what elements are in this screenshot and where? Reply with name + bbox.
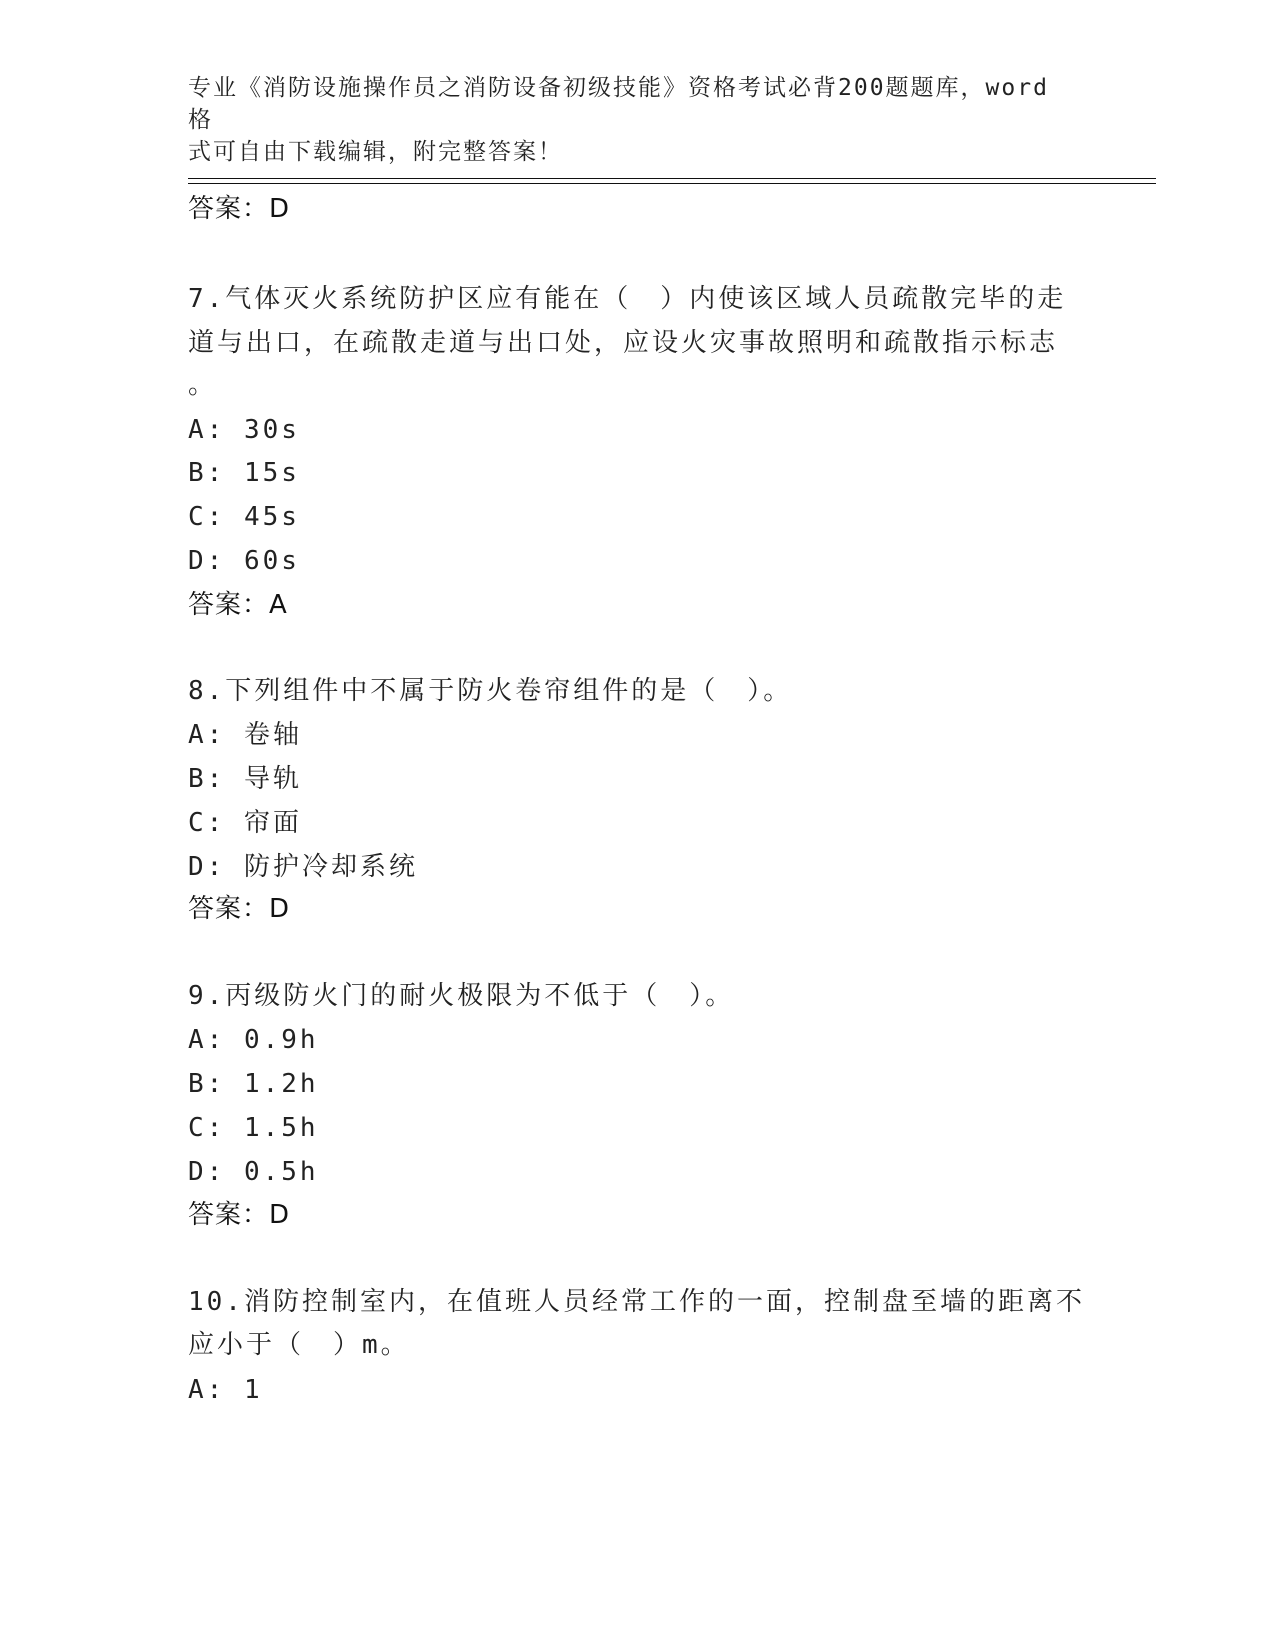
- question-8-line-1: 8.下列组件中不属于防火卷帘组件的是（ ）。: [188, 676, 793, 706]
- question-10-line-2: 应小于（ ）m。: [188, 1330, 410, 1360]
- question-10-option-a: A: 1: [188, 1375, 263, 1405]
- question-9-option-d: D: 0.5h: [188, 1157, 319, 1187]
- question-9-option-b: B: 1.2h: [188, 1069, 319, 1099]
- header-line-1: 专业《消防设施操作员之消防设备初级技能》资格考试必背200题题库，word格: [188, 75, 1049, 133]
- question-9-option-a: A: 0.9h: [188, 1025, 319, 1055]
- question-9-answer: 答案：D: [188, 1200, 291, 1230]
- question-8-option-c: C: 帘面: [188, 808, 302, 838]
- header-line-2: 式可自由下载编辑，附完整答案！: [188, 139, 563, 165]
- question-8-option-d: D: 防护冷却系统: [188, 852, 418, 882]
- question-9-line-1: 9.丙级防火门的耐火极限为不低于（ ）。: [188, 981, 735, 1011]
- question-8-answer: 答案：D: [188, 894, 291, 924]
- question-10-line-1: 10.消防控制室内，在值班人员经常工作的一面，控制盘至墙的距离不: [188, 1287, 1085, 1317]
- document-header: [188, 72, 1068, 168]
- question-7-option-d: D: 60s: [188, 546, 300, 576]
- question-7-line-3: 。: [188, 370, 218, 400]
- question-7-option-a: A: 30s: [188, 415, 300, 445]
- question-8-option-b: B: 导轨: [188, 764, 302, 794]
- header-divider-bottom: [188, 183, 1156, 184]
- question-9-option-c: C: 1.5h: [188, 1113, 319, 1143]
- question-8-option-a: A: 卷轴: [188, 720, 302, 750]
- question-7-option-b: B: 15s: [188, 458, 300, 488]
- question-7-option-c: C: 45s: [188, 502, 300, 532]
- question-7-line-1: 7.气体灭火系统防护区应有能在（ ）内使该区域人员疏散完毕的走: [188, 284, 1067, 314]
- question-7-line-2: 道与出口，在疏散走道与出口处，应设火灾事故照明和疏散指示标志: [188, 328, 1059, 358]
- header-divider-top: [188, 178, 1156, 179]
- question-7-answer: 答案：A: [188, 590, 288, 620]
- previous-answer: 答案：D: [188, 194, 291, 224]
